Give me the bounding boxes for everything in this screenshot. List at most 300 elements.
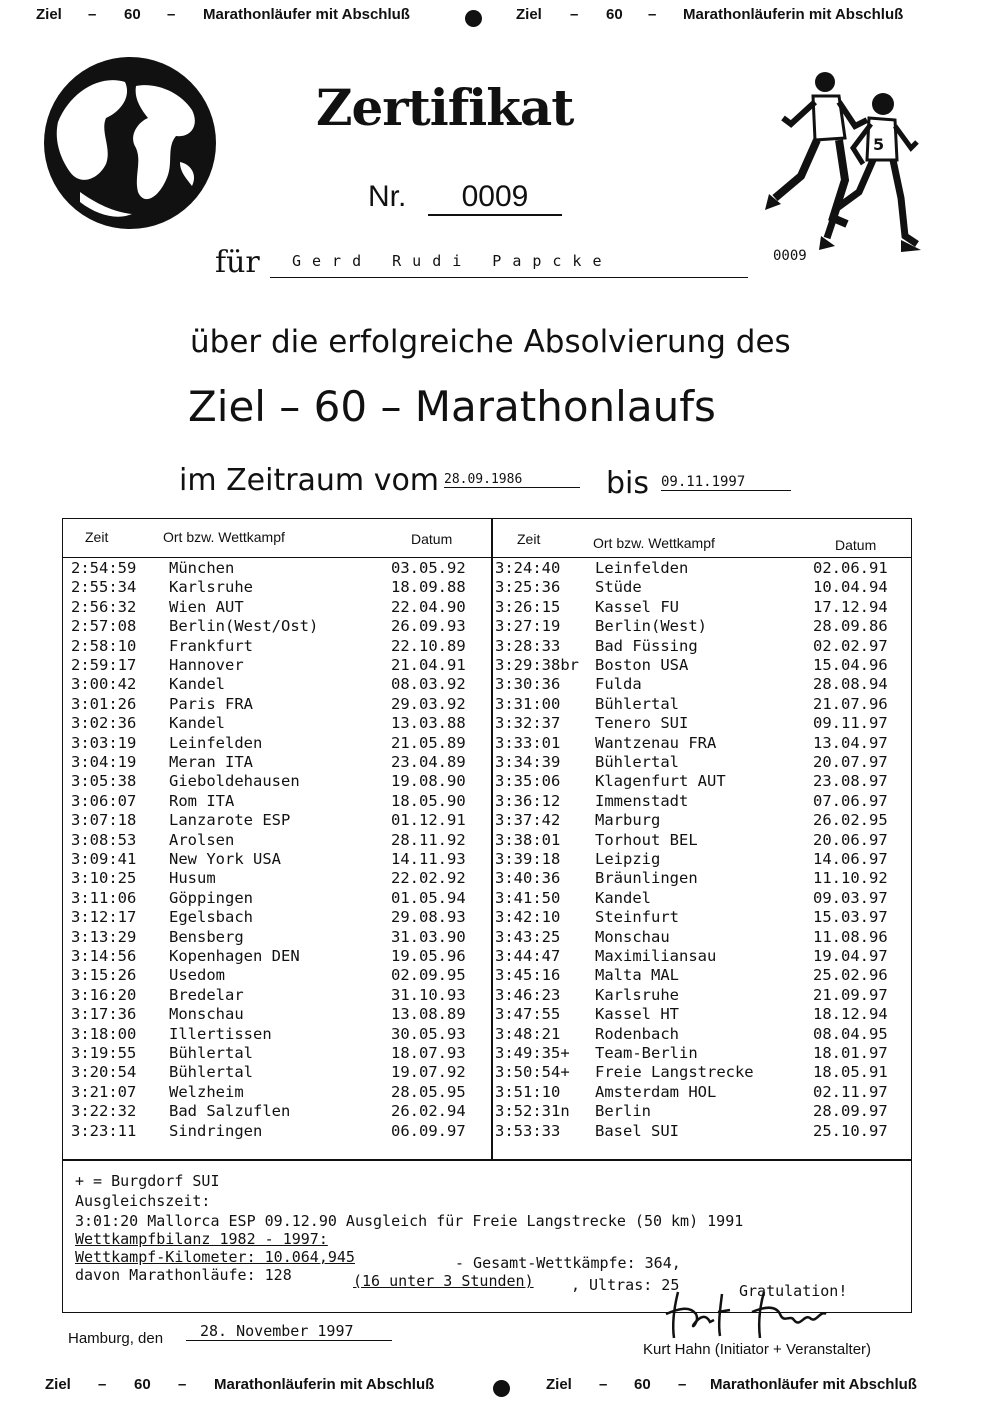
row-date: 19.04.97 [813, 947, 888, 965]
table-row [71, 792, 489, 811]
row-place: Bensberg [169, 927, 244, 946]
row-place: Hannover [169, 656, 244, 674]
row-date: 22.10.89 [391, 636, 466, 655]
row-date: 18.01.97 [813, 1044, 888, 1062]
row-time: 3:06:07 [71, 791, 137, 810]
row-place: Fulda [595, 675, 642, 694]
row-date: 29.08.93 [391, 908, 466, 927]
notes-sub-three: (16 unter 3 Stunden) [353, 1272, 534, 1290]
table-row [71, 637, 489, 656]
row-time: 3:20:54 [71, 1063, 137, 1082]
notes-balance-heading: Wettkampfbilanz 1982 - 1997: [75, 1230, 328, 1248]
row-place: Monschau [595, 927, 670, 946]
row-date: 21.07.96 [813, 694, 888, 713]
table-row [71, 831, 489, 850]
row-date: 26.09.93 [391, 617, 466, 636]
header-time-right: Zeit [517, 531, 541, 547]
row-date: 06.09.97 [391, 1121, 466, 1140]
row-place: Meran ITA [169, 753, 253, 771]
table-row [495, 889, 909, 908]
row-date: 11.10.92 [813, 869, 888, 888]
period-to: 09.11.1997 [661, 474, 791, 491]
row-place: Stüde [595, 578, 642, 597]
row-time: 3:29:38br [495, 656, 579, 674]
row-date: 17.12.94 [813, 597, 888, 616]
table-row [71, 869, 489, 888]
row-time: 3:31:00 [495, 694, 561, 713]
svg-text:5: 5 [873, 135, 885, 154]
period-to-label: bis [606, 466, 650, 501]
row-place: New York USA [169, 850, 281, 868]
row-date: 28.11.92 [391, 830, 466, 849]
row-time: 3:23:11 [71, 1121, 137, 1140]
row-date: 18.12.94 [813, 1005, 888, 1024]
row-place: Bühlertal [595, 694, 679, 713]
row-place: Basel SUI [595, 1121, 679, 1140]
header-place-right: Ort bzw. Wettkampf [593, 535, 715, 551]
left-results-column [71, 559, 489, 1149]
row-date: 11.08.96 [813, 927, 888, 946]
row-date: 31.10.93 [391, 985, 466, 1004]
row-date: 21.04.91 [391, 656, 466, 674]
table-row [71, 811, 489, 830]
table-row [495, 908, 909, 927]
row-place: Leinfelden [169, 733, 263, 752]
table-row [495, 675, 909, 694]
row-place: Steinfurt [595, 908, 679, 927]
row-time: 3:38:01 [495, 830, 561, 849]
row-place: Rom ITA [169, 791, 235, 810]
row-place: Wien AUT [169, 597, 244, 616]
row-date: 23.04.89 [391, 753, 466, 771]
row-date: 15.04.96 [813, 656, 888, 674]
table-row [495, 1044, 909, 1063]
table-row [71, 1063, 489, 1082]
row-date: 14.11.93 [391, 850, 466, 868]
signer-name: Kurt Hahn (Initiator + Veranstalter) [643, 1341, 872, 1358]
row-place: Karlsruhe [595, 985, 679, 1004]
row-place: Berlin(West) [595, 617, 707, 636]
row-place: Kassel FU [595, 597, 679, 616]
table-row [495, 1005, 909, 1024]
row-place: Berlin [595, 1102, 651, 1121]
bottom-banner-left-ziel: Ziel [45, 1376, 71, 1393]
row-time: 3:09:41 [71, 850, 137, 868]
top-banner-left-num: 60 [124, 6, 141, 23]
row-place: Wantzenau FRA [595, 733, 717, 752]
table-row [495, 656, 909, 675]
row-date: 29.03.92 [391, 694, 466, 713]
table-row [495, 772, 909, 791]
row-place: Immenstadt [595, 791, 689, 810]
row-time: 3:03:19 [71, 733, 137, 752]
notes-congratulation: Gratulation! [739, 1282, 848, 1300]
table-row [495, 1102, 909, 1121]
top-banner-left-ziel: Ziel [36, 6, 62, 23]
table-row [495, 1083, 909, 1102]
row-time: 3:44:47 [495, 947, 561, 965]
table-row [71, 850, 489, 869]
notes-compensation-label: Ausgleichszeit: [75, 1192, 211, 1210]
bottom-banner-right-dash: – [599, 1376, 608, 1393]
row-place: Kopenhagen DEN [169, 947, 300, 965]
table-row [71, 966, 489, 985]
row-time: 3:43:25 [495, 927, 561, 946]
row-date: 31.03.90 [391, 927, 466, 946]
row-date: 08.03.92 [391, 675, 466, 694]
row-time: 3:08:53 [71, 830, 137, 849]
row-time: 3:26:15 [495, 597, 561, 616]
row-place: Freie Langstrecke [595, 1063, 754, 1082]
row-date: 13.03.88 [391, 714, 466, 733]
row-date: 15.03.97 [813, 908, 888, 927]
row-date: 30.05.93 [391, 1024, 466, 1043]
row-place: Kandel [169, 714, 225, 733]
row-time: 3:51:10 [495, 1082, 561, 1101]
row-time: 3:07:18 [71, 811, 137, 830]
table-row [71, 1044, 489, 1063]
table-row [71, 1102, 489, 1121]
row-date: 13.08.89 [391, 1005, 466, 1024]
row-time: 3:47:55 [495, 1005, 561, 1024]
table-row [71, 889, 489, 908]
notes-total-competitions: - Gesamt-Wettkämpfe: 364, [455, 1254, 681, 1272]
row-time: 3:53:33 [495, 1121, 561, 1140]
row-place: Husum [169, 869, 216, 888]
globe-icon [40, 52, 220, 234]
row-place: Amsterdam HOL [595, 1082, 717, 1101]
table-row [71, 986, 489, 1005]
row-time: 2:56:32 [71, 597, 137, 616]
bottom-banner-right-num: 60 [634, 1376, 651, 1393]
row-time: 3:45:16 [495, 966, 561, 985]
row-place: Usedom [169, 966, 225, 985]
row-date: 19.05.96 [391, 947, 466, 965]
row-place: Klagenfurt AUT [595, 772, 726, 791]
row-place: Bühlertal [595, 753, 679, 771]
row-time: 3:00:42 [71, 675, 137, 694]
table-row [495, 734, 909, 753]
table-row [495, 928, 909, 947]
table-row [71, 1083, 489, 1102]
table-row [71, 947, 489, 966]
table-row [495, 966, 909, 985]
row-date: 19.08.90 [391, 772, 466, 791]
row-place: Boston USA [595, 656, 689, 674]
row-time: 2:58:10 [71, 636, 137, 655]
notes-marathons: davon Marathonläufe: 128 [75, 1266, 292, 1284]
table-row [495, 559, 909, 578]
row-place: Karlsruhe [169, 578, 253, 597]
row-date: 18.09.88 [391, 578, 466, 597]
fuer-label: für [215, 245, 260, 280]
table-row [71, 656, 489, 675]
bottom-banner [0, 1376, 998, 1408]
row-place: München [169, 559, 235, 577]
row-place: Sindringen [169, 1121, 263, 1140]
row-place: Marburg [595, 811, 661, 830]
row-time: 3:34:39 [495, 753, 561, 771]
row-time: 3:48:21 [495, 1024, 561, 1043]
row-time: 3:11:06 [71, 888, 137, 907]
table-row [495, 1025, 909, 1044]
row-time: 3:16:20 [71, 985, 137, 1004]
row-time: 3:18:00 [71, 1024, 137, 1043]
header-date-left: Datum [411, 531, 453, 547]
row-time: 3:52:31n [495, 1102, 570, 1121]
row-place: Bräunlingen [595, 869, 698, 888]
table-row [71, 617, 489, 636]
row-place: Rodenbach [595, 1024, 679, 1043]
bottom-banner-left-num: 60 [134, 1376, 151, 1393]
row-place: Leipzig [595, 850, 661, 868]
row-date: 10.04.94 [813, 578, 888, 597]
top-banner-dot-icon [465, 10, 482, 27]
table-header [63, 519, 911, 558]
table-row [495, 753, 909, 772]
row-time: 3:30:36 [495, 675, 561, 694]
description-text: über die erfolgreiche Absolvierung des [190, 324, 791, 360]
table-row [495, 695, 909, 714]
row-time: 3:04:19 [71, 753, 137, 771]
row-place: Leinfelden [595, 559, 689, 577]
table-row [71, 1005, 489, 1024]
table-row [71, 598, 489, 617]
row-time: 3:24:40 [495, 559, 561, 577]
bottom-banner-left-dash-2: – [178, 1376, 187, 1393]
row-place: Kandel [169, 675, 225, 694]
row-time: 3:19:55 [71, 1044, 137, 1062]
recipient-name: Gerd Rudi Papcke [270, 252, 748, 278]
row-date: 02.06.91 [813, 559, 888, 577]
row-time: 3:25:36 [495, 578, 561, 597]
row-date: 22.02.92 [391, 869, 466, 888]
row-time: 3:42:10 [495, 908, 561, 927]
top-banner-right-dash: – [570, 6, 579, 23]
notes-kilometers: Wettkampf-Kilometer: 10.064,945 [75, 1248, 355, 1266]
table-row [71, 1122, 489, 1141]
table-row [495, 850, 909, 869]
top-banner-right-ziel: Ziel [516, 6, 542, 23]
row-date: 02.11.97 [813, 1082, 888, 1101]
row-time: 3:14:56 [71, 947, 137, 965]
table-row [495, 947, 909, 966]
row-time: 3:05:38 [71, 772, 137, 791]
row-time: 3:49:35+ [495, 1044, 570, 1062]
row-date: 20.06.97 [813, 830, 888, 849]
row-place: Team-Berlin [595, 1044, 698, 1062]
table-row [495, 869, 909, 888]
row-place: Welzheim [169, 1082, 244, 1101]
table-row [495, 714, 909, 733]
row-date: 25.02.96 [813, 966, 888, 985]
top-banner-right-num: 60 [606, 6, 623, 23]
row-time: 3:12:17 [71, 908, 137, 927]
row-date: 02.02.97 [813, 636, 888, 655]
header-place-left: Ort bzw. Wettkampf [163, 529, 285, 545]
column-divider [491, 519, 493, 1160]
row-time: 3:27:19 [495, 617, 561, 636]
bottom-banner-right-dash-2: – [678, 1376, 687, 1393]
row-place: Bredelar [169, 985, 244, 1004]
row-date: 18.07.93 [391, 1044, 466, 1062]
row-date: 28.09.97 [813, 1102, 888, 1121]
row-place: Bad Füssing [595, 636, 698, 655]
row-place: Egelsbach [169, 908, 253, 927]
row-date: 03.05.92 [391, 559, 466, 577]
row-time: 3:22:32 [71, 1102, 137, 1121]
table-row [495, 831, 909, 850]
row-place: Göppingen [169, 888, 253, 907]
row-place: Malta MAL [595, 966, 679, 985]
table-row [495, 578, 909, 597]
row-time: 2:55:34 [71, 578, 137, 597]
table-row [71, 908, 489, 927]
row-time: 2:54:59 [71, 559, 137, 577]
row-place: Frankfurt [169, 636, 253, 655]
row-date: 18.05.91 [813, 1063, 888, 1082]
header-time-left: Zeit [85, 529, 109, 545]
top-banner-left-dash: – [88, 6, 97, 23]
nr-value: 0009 [428, 180, 562, 216]
row-time: 3:15:26 [71, 966, 137, 985]
row-place: Bad Salzuflen [169, 1102, 291, 1121]
serial-number: 0009 [773, 248, 807, 264]
row-place: Torhout BEL [595, 830, 698, 849]
row-date: 19.07.92 [391, 1063, 466, 1082]
row-date: 21.09.97 [813, 985, 888, 1004]
row-time: 3:32:37 [495, 714, 561, 733]
runners-icon [755, 68, 925, 253]
bottom-banner-left-dash: – [98, 1376, 107, 1393]
row-date: 07.06.97 [813, 791, 888, 810]
table-row [495, 1063, 909, 1082]
row-date: 02.09.95 [391, 966, 466, 985]
row-place: Monschau [169, 1005, 244, 1024]
signature-icon [660, 1284, 830, 1344]
issue-date: 28. November 1997 [186, 1322, 392, 1341]
row-time: 3:46:23 [495, 985, 561, 1004]
table-row [495, 792, 909, 811]
table-row [71, 695, 489, 714]
row-time: 2:59:17 [71, 656, 137, 674]
table-row [71, 753, 489, 772]
row-date: 26.02.94 [391, 1102, 466, 1121]
top-banner-right-dash-2: – [648, 6, 657, 23]
notes-compensation-line: 3:01:20 Mallorca ESP 09.12.90 Ausgleich für Freie Langstrecke (50 km) 1991 [75, 1212, 744, 1230]
row-time: 3:21:07 [71, 1082, 137, 1101]
row-time: 3:35:06 [495, 772, 561, 791]
table-row [495, 637, 909, 656]
table-row [71, 578, 489, 597]
bottom-banner-right-text: Marathonläufer mit Abschluß [710, 1376, 917, 1393]
row-date: 18.05.90 [391, 791, 466, 810]
notes-legend: + = Burgdorf SUI [75, 1172, 220, 1190]
row-date: 01.05.94 [391, 888, 466, 907]
row-date: 09.11.97 [813, 714, 888, 733]
table-row [71, 559, 489, 578]
top-banner-left-dash-2: – [167, 6, 176, 23]
row-place: Gieboldehausen [169, 772, 300, 791]
row-place: Bühlertal [169, 1063, 253, 1082]
row-place: Kandel [595, 888, 651, 907]
top-banner-right-text: Marathonläuferin mit Abschluß [683, 6, 904, 23]
row-date: 14.06.97 [813, 850, 888, 868]
row-time: 3:36:12 [495, 791, 561, 810]
table-row [495, 811, 909, 830]
row-time: 3:33:01 [495, 733, 561, 752]
bottom-banner-left-text: Marathonläuferin mit Abschluß [214, 1376, 435, 1393]
table-row [71, 714, 489, 733]
row-date: 28.08.94 [813, 675, 888, 694]
top-banner-left-text: Marathonläufer mit Abschluß [203, 6, 410, 23]
bottom-banner-right-ziel: Ziel [546, 1376, 572, 1393]
row-time: 2:57:08 [71, 617, 137, 636]
results-table [62, 518, 912, 1161]
row-place: Kassel HT [595, 1005, 679, 1024]
row-time: 3:40:36 [495, 869, 561, 888]
run-title: Ziel – 60 – Marathonlaufs [188, 382, 716, 431]
right-results-column [495, 559, 909, 1159]
row-place: Arolsen [169, 830, 235, 849]
row-place: Tenero SUI [595, 714, 689, 733]
row-place: Lanzarote ESP [169, 811, 291, 830]
bottom-banner-dot-icon [493, 1380, 510, 1397]
row-date: 13.04.97 [813, 733, 888, 752]
table-row [495, 986, 909, 1005]
table-row [71, 675, 489, 694]
row-date: 28.05.95 [391, 1082, 466, 1101]
row-time: 3:39:18 [495, 850, 561, 868]
table-row [495, 617, 909, 636]
row-date: 21.05.89 [391, 733, 466, 752]
place-label: Hamburg, den [68, 1330, 164, 1347]
table-row [495, 598, 909, 617]
row-date: 08.04.95 [813, 1024, 888, 1043]
certificate-title: Zertifikat [316, 78, 574, 137]
nr-label: Nr. [368, 180, 407, 213]
row-place: Berlin(West/Ost) [169, 617, 319, 636]
row-time: 3:50:54+ [495, 1063, 570, 1082]
row-date: 28.09.86 [813, 617, 888, 636]
row-place: Maximiliansau [595, 947, 717, 965]
period-from: 28.09.1986 [444, 472, 580, 488]
top-banner [0, 6, 998, 38]
row-time: 3:17:36 [71, 1005, 137, 1024]
row-date: 20.07.97 [813, 753, 888, 771]
row-time: 3:13:29 [71, 927, 137, 946]
row-date: 26.02.95 [813, 811, 888, 830]
table-row [71, 734, 489, 753]
row-date: 09.03.97 [813, 888, 888, 907]
row-time: 3:02:36 [71, 714, 137, 733]
notes-ultras: , Ultras: 25 [571, 1276, 680, 1294]
row-place: Illertissen [169, 1024, 272, 1043]
table-row [71, 1025, 489, 1044]
table-row [495, 1122, 909, 1141]
row-time: 3:28:33 [495, 636, 561, 655]
period-label: im Zeitraum vom [179, 463, 440, 498]
row-date: 01.12.91 [391, 811, 466, 830]
row-date: 22.04.90 [391, 597, 466, 616]
header-date-right: Datum [835, 537, 877, 553]
row-date: 23.08.97 [813, 772, 888, 791]
row-place: Bühlertal [169, 1044, 253, 1062]
row-time: 3:01:26 [71, 694, 137, 713]
row-time: 3:37:42 [495, 811, 561, 830]
row-time: 3:10:25 [71, 869, 137, 888]
row-place: Paris FRA [169, 694, 253, 713]
